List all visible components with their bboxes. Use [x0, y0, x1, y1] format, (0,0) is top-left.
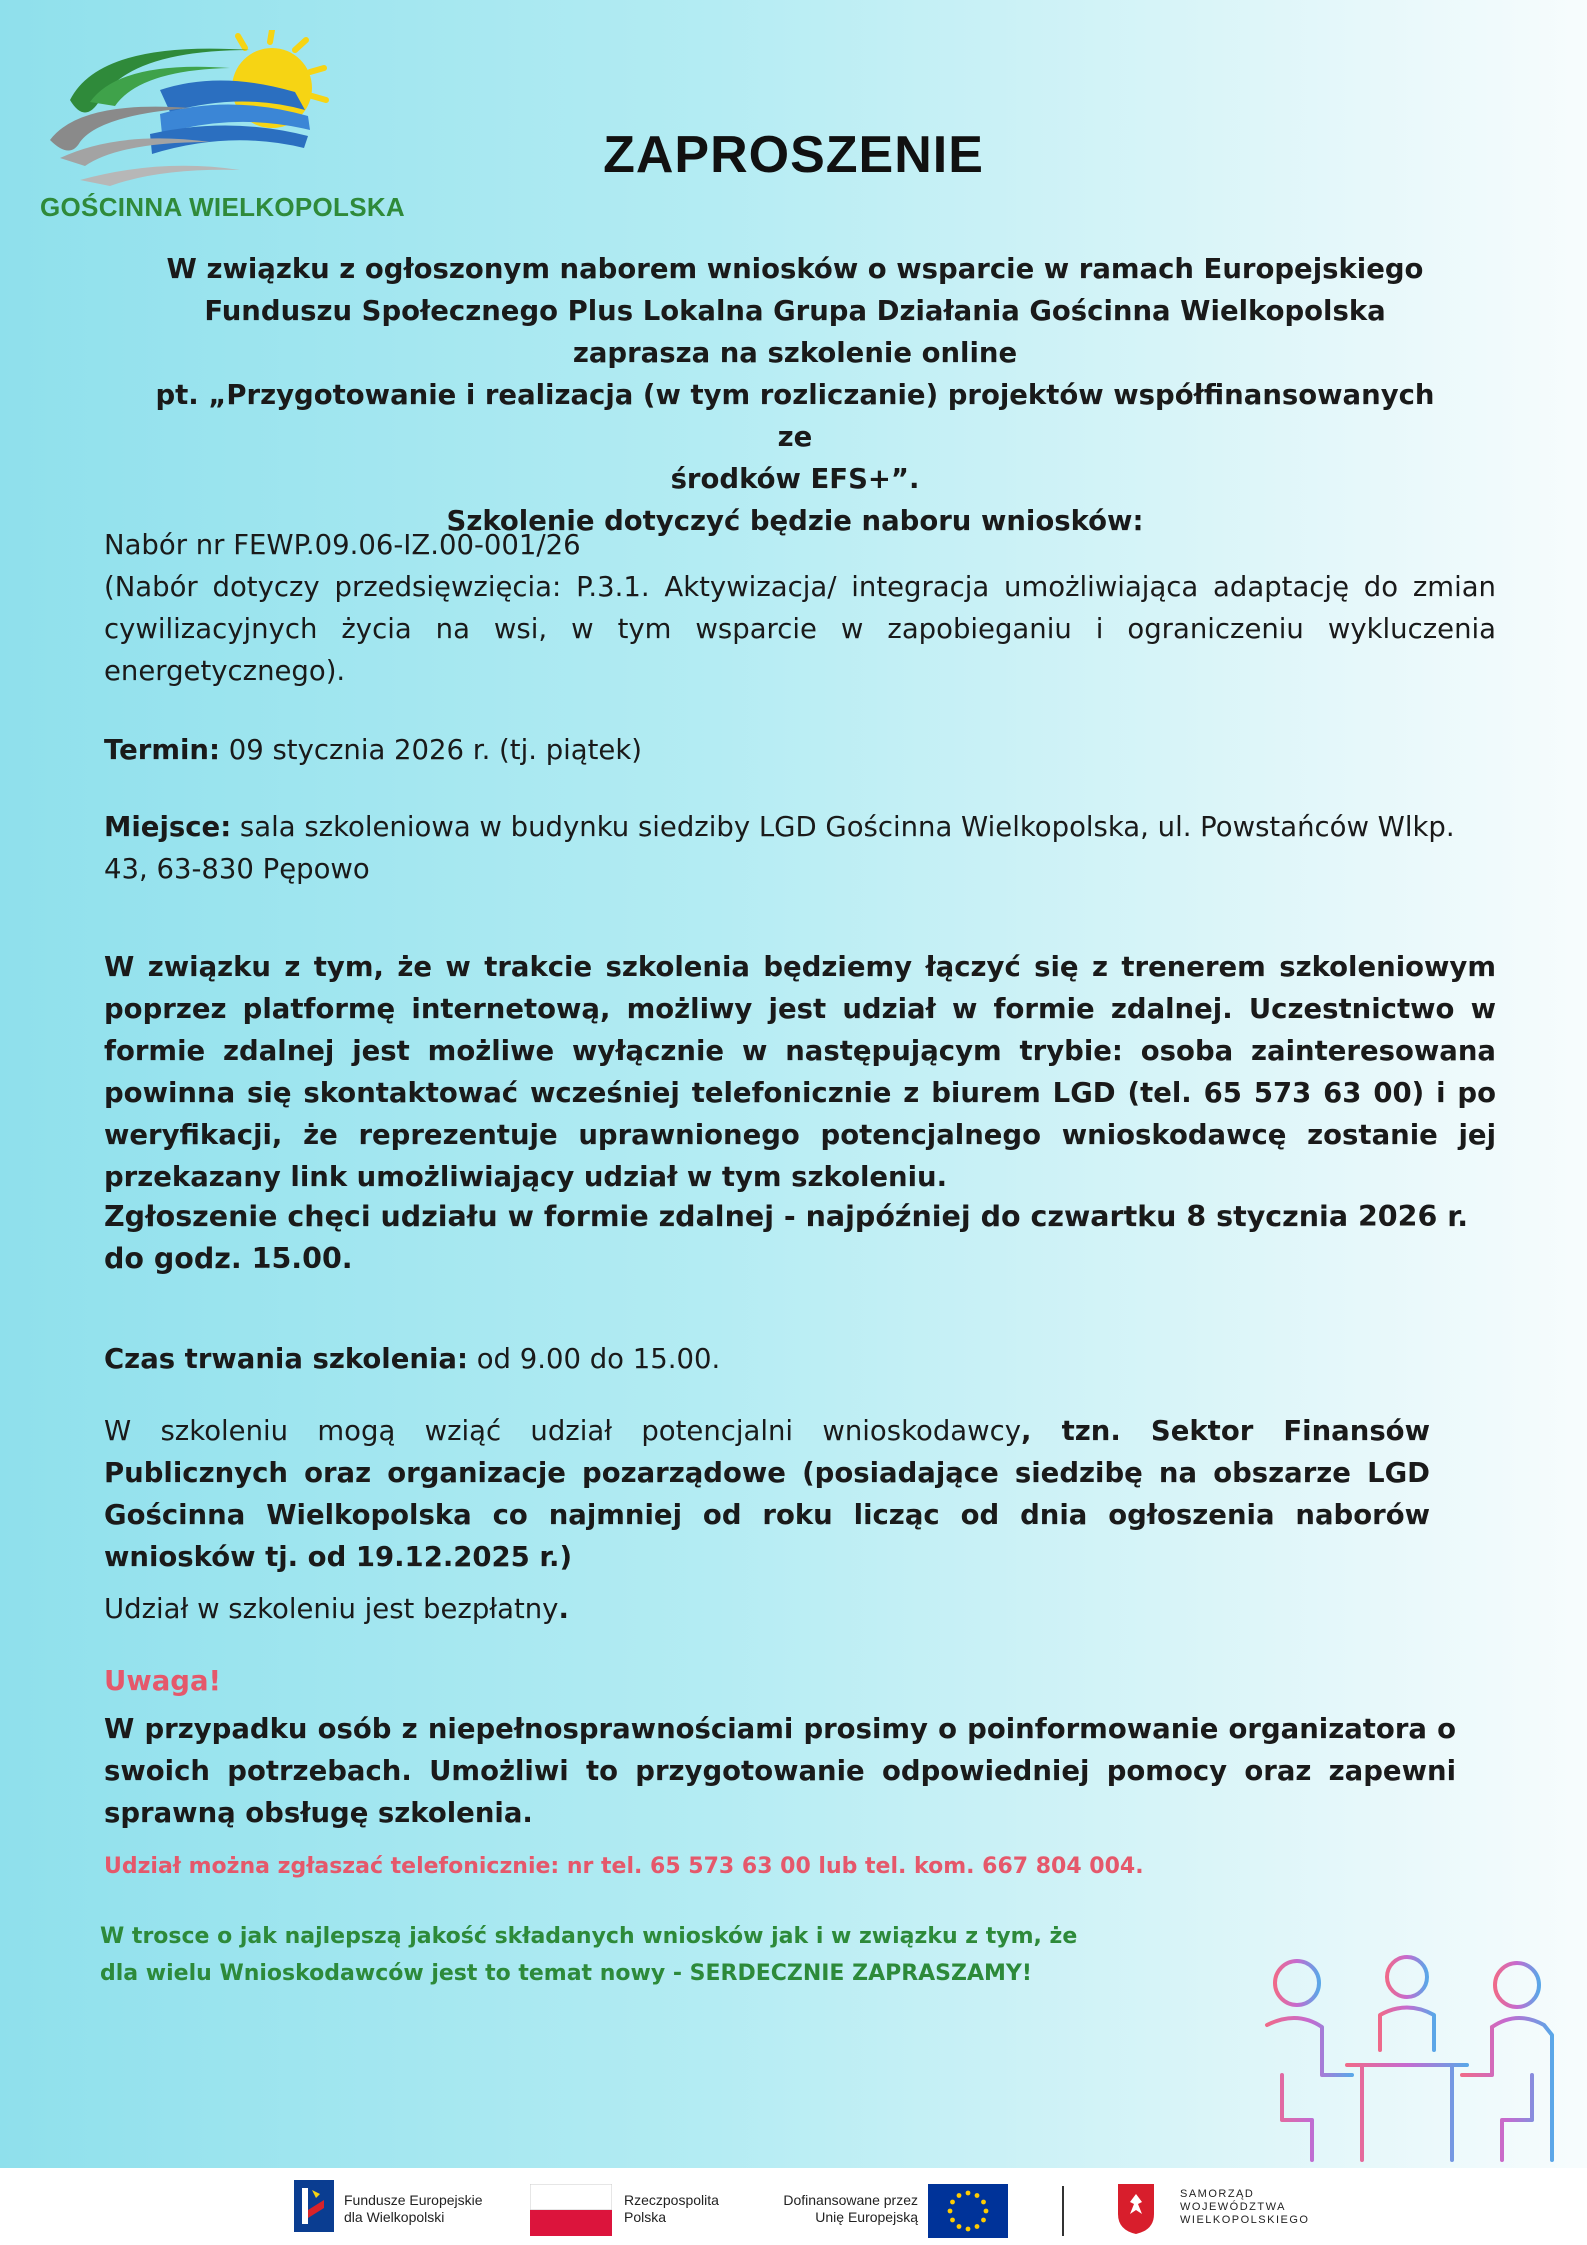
phone-note: Udział można zgłaszać telefonicznie: nr tel. 65 573 63 00 lub tel. kom. 667 804 004. — [104, 1854, 1144, 1879]
intro-line: Funduszu Społecznego Plus Lokalna Grupa Działania Gościnna Wielkopolska — [204, 295, 1386, 327]
remote-deadline: Zgłoszenie chęci udziału w formie zdalnej - najpóźniej do czwartku 8 stycznia 2026 r. do godz. 15.00. — [104, 1200, 1469, 1275]
czas-label: Czas trwania szkolenia: — [104, 1343, 468, 1375]
nabor-block — [104, 524, 1496, 692]
uwaga-label: Uwaga! — [104, 1665, 222, 1697]
participants — [104, 1410, 1430, 1578]
remote-paragraph: W związku z tym, że w trakcie szkolenia będziemy łączyć się z trenerem szkoleniowym poprzez platformę internetową, możliwy jest udział w formie zdalnej. Uczestnictwo w formie zdalnej jest możliwe wyłącznie w następującym trybie: osoba zainteresowana powinna się skontaktować wcześniej telefonicznie z biurem LGD (tel. 65 573 63 00) i po weryfikacji, że reprezentuje uprawnionego potencjalnego wnioskodawcę zostanie jej przekazany link umożliwiający udział w tym szkoleniu. — [104, 951, 1496, 1193]
intro-line: środków EFS+”. — [670, 463, 920, 495]
intro-line: pt. „Przygotowanie i realizacja (w tym rozliczanie) projektów współfinansowanych ze — [155, 379, 1435, 453]
termin-value: 09 stycznia 2026 r. (tj. piątek) — [219, 734, 642, 766]
fe-logo-icon — [294, 2180, 334, 2232]
logo-text: GOŚCINNA WIELKOPOLSKA — [40, 192, 406, 222]
termin-label: Termin: — [104, 734, 220, 766]
miejsce-value: sala szkoleniowa w budynku siedziby LGD Gościnna Wielkopolska, ul. Powstańców Wlkp. 43, 63-830 Pępowo — [104, 811, 1455, 885]
rp-line1: Rzeczpospolita — [624, 2192, 719, 2208]
intro — [150, 248, 1440, 542]
closing-line: dla wielu Wnioskodawców jest to temat nowy - SERDECZNIE ZAPRASZAMY! — [100, 1961, 1032, 1986]
sw-line3: WIELKOPOLSKIEGO — [1180, 2214, 1310, 2226]
intro-line: Szkolenie dotyczyć będzie naboru wniosków: — [446, 505, 1144, 537]
coat-of-arms-icon — [1116, 2182, 1156, 2236]
free-text: Udział w szkoleniu jest bezpłatny — [104, 1593, 559, 1625]
ue-label — [768, 2192, 918, 2226]
intro-line: W związku z ogłoszonym naborem wniosków o wsparcie w ramach Europejskiego — [166, 253, 1424, 285]
participants-normal: W szkoleniu mogą wziąć udział potencjalni wnioskodawcy — [104, 1415, 1022, 1447]
free-dot: . — [558, 1593, 569, 1625]
page-title: ZAPROSZENIE — [603, 126, 984, 184]
ue-line1: Dofinansowane przez — [783, 2192, 918, 2208]
termin — [104, 729, 1496, 771]
nabor-description: (Nabór dotyczy przedsięwzięcia: P.3.1. Aktywizacja/ integracja umożliwiająca adaptację do zmian cywilizacyjnych życia na wsi, w tym wsparcie w zapobieganiu i ograniczeniu wykluczenia energetycznego). — [104, 571, 1496, 687]
sw-line2: WOJEWÓDZTWA — [1180, 2201, 1286, 2213]
intro-line: zaprasza na szkolenie online — [572, 337, 1018, 369]
czas-value: od 9.00 do 15.00. — [467, 1343, 721, 1375]
free-info — [104, 1588, 1496, 1630]
czas — [104, 1338, 1496, 1380]
miejsce — [104, 806, 1496, 890]
footer — [0, 2168, 1587, 2245]
closing-line: W trosce o jak najlepszą jakość składanych wniosków jak i w związku z tym, że — [100, 1924, 1078, 1949]
rp-line2: Polska — [624, 2209, 667, 2225]
participants-bold: , tzn. Sektor Finansów Publicznych oraz organizacje pozarządowe (posiadające siedzibę na obszarze LGD Gościnna Wielkopolska co najmniej od roku licząc od dnia ogłoszenia naborów wniosków tj. od 19.12.2025 r.) — [104, 1415, 1430, 1573]
polish-flag-icon — [530, 2184, 612, 2236]
footer-divider — [1062, 2186, 1064, 2236]
eu-flag-icon — [928, 2184, 1008, 2238]
sw-label — [1180, 2188, 1309, 2227]
people-meeting-icon — [1252, 1955, 1562, 2165]
fe-line1: Fundusze Europejskie — [344, 2192, 483, 2208]
nabor-number: Nabór nr FEWP.09.06-IZ.00-001/26 — [104, 529, 581, 561]
rp-label — [624, 2192, 719, 2226]
uwaga-text: W przypadku osób z niepełnosprawnościami prosimy o poinformowanie organizatora o swoich potrzebach. Umożliwi to przygotowanie odpowiedniej pomocy oraz zapewni sprawną obsługę szkolenia. — [104, 1713, 1456, 1829]
sw-line1: SAMORZĄD — [1180, 2188, 1255, 2200]
fe-label — [344, 2192, 483, 2226]
ue-line2: Unię Europejską — [815, 2209, 918, 2225]
fe-line2: dla Wielkopolski — [344, 2209, 445, 2225]
miejsce-label: Miejsce: — [104, 811, 232, 843]
